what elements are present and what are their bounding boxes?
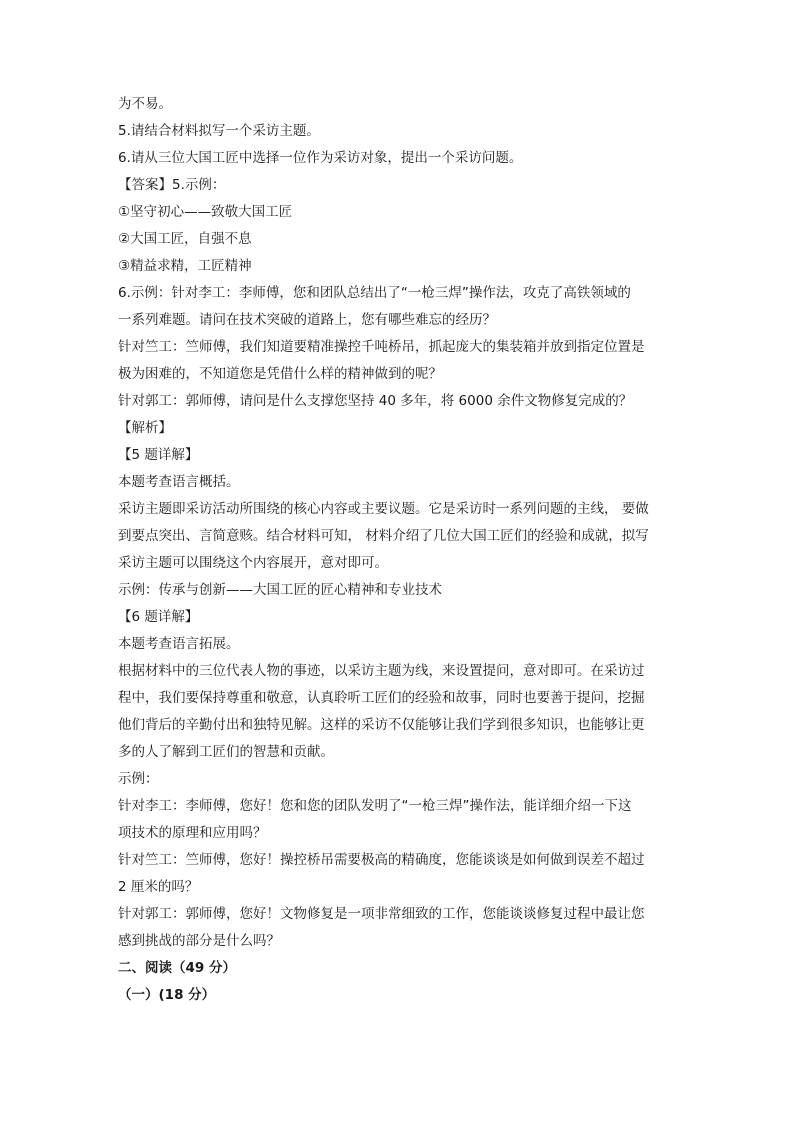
body-text-line: 针对竺工：竺师傅，您好！操控桥吊需要极高的精确度，您能谈谈是如何做到误差不超过 (118, 852, 645, 868)
body-text-line: 采访主题即采访活动所围绕的核心内容或主要议题。它是采访时一系列问题的主线， 要做 (118, 501, 649, 517)
body-text-line: 感到挑战的部分是什么吗？ (118, 933, 280, 949)
q6-detail-heading: 【6 题详解】 (118, 609, 199, 625)
body-text-line: 本题考查语言拓展。 (118, 636, 240, 652)
answer-example-1: ①坚守初心——致敬大国工匠 (118, 204, 293, 220)
answer-example-3: ③精益求精，工匠精神 (118, 258, 252, 274)
answer-6-line: 6.示例：针对李工：李师傅，您和团队总结出了“一枪三焊”操作法，攻克了高铁领域的 (118, 285, 631, 301)
body-text-line: 示例： (118, 771, 159, 787)
q5-detail-heading: 【5 题详解】 (118, 447, 199, 463)
subsection-heading: （一）(18 分） (118, 987, 216, 1003)
body-text-line: 2 厘米的吗？ (118, 879, 199, 895)
body-text-line: 根据材料中的三位代表人物的事迹，以采访主题为线，来设置提问，意对即可。在采访过 (118, 663, 645, 679)
answer-6-line: 极为困难的，不知道您是凭借什么样的精神做到的呢？ (118, 366, 442, 382)
body-text-line: 为不易。 (118, 96, 172, 112)
body-text-line: 本题考查语言概括。 (118, 474, 240, 490)
answer-6-line: 针对竺工：竺师傅，我们知道要精准操控千吨桥吊，抓起庞大的集装箱并放到指定位置是 (118, 339, 645, 355)
answer-heading: 【答案】5.示例： (118, 177, 226, 193)
body-text-line: 项技术的原理和应用吗？ (118, 825, 267, 841)
body-text-line: 到要点突出、言简意赅。结合材料可知， 材料介绍了几位大国工匠们的经验和成就，拟写 (118, 528, 649, 544)
body-text-line: 程中，我们要保持尊重和敬意，认真聆听工匠们的经验和故事，同时也要善于提问，挖掘 (118, 690, 645, 706)
answer-example-2: ②大国工匠，自强不息 (118, 231, 252, 247)
answer-6-line: 针对郭工：郭师傅，请问是什么支撑您坚持 40 多年，将 6000 余件文物修复完成的？ (118, 393, 633, 409)
body-text-line: 多的人了解到工匠们的智慧和贡献。 (118, 744, 334, 760)
body-text-line: 采访主题可以围绕这个内容展开，意对即可。 (118, 555, 388, 571)
question-5: 5.请结合材料拟写一个采访主题。 (118, 123, 320, 139)
body-text-line: 针对郭工：郭师傅，您好！文物修复是一项非常细致的工作，您能谈谈修复过程中最让您 (118, 906, 645, 922)
section-heading: 二、阅读（49 分） (118, 960, 236, 976)
answer-6-line: 一系列难题。请问在技术突破的道路上，您有哪些难忘的经历？ (118, 312, 496, 328)
body-text-line: 他们背后的辛勤付出和独特见解。这样的采访不仅能够让我们学到很多知识，也能够让更 (118, 717, 645, 733)
body-text-line: 示例：传承与创新——大国工匠的匠心精神和专业技术 (118, 582, 442, 598)
question-6: 6.请从三位大国工匠中选择一位作为采访对象，提出一个采访问题。 (118, 150, 523, 166)
body-text-line: 针对李工：李师傅，您好！您和您的团队发明了“一枪三焊”操作法，能详细介绍一下这 (118, 798, 632, 814)
analysis-heading: 【解析】 (118, 420, 172, 436)
